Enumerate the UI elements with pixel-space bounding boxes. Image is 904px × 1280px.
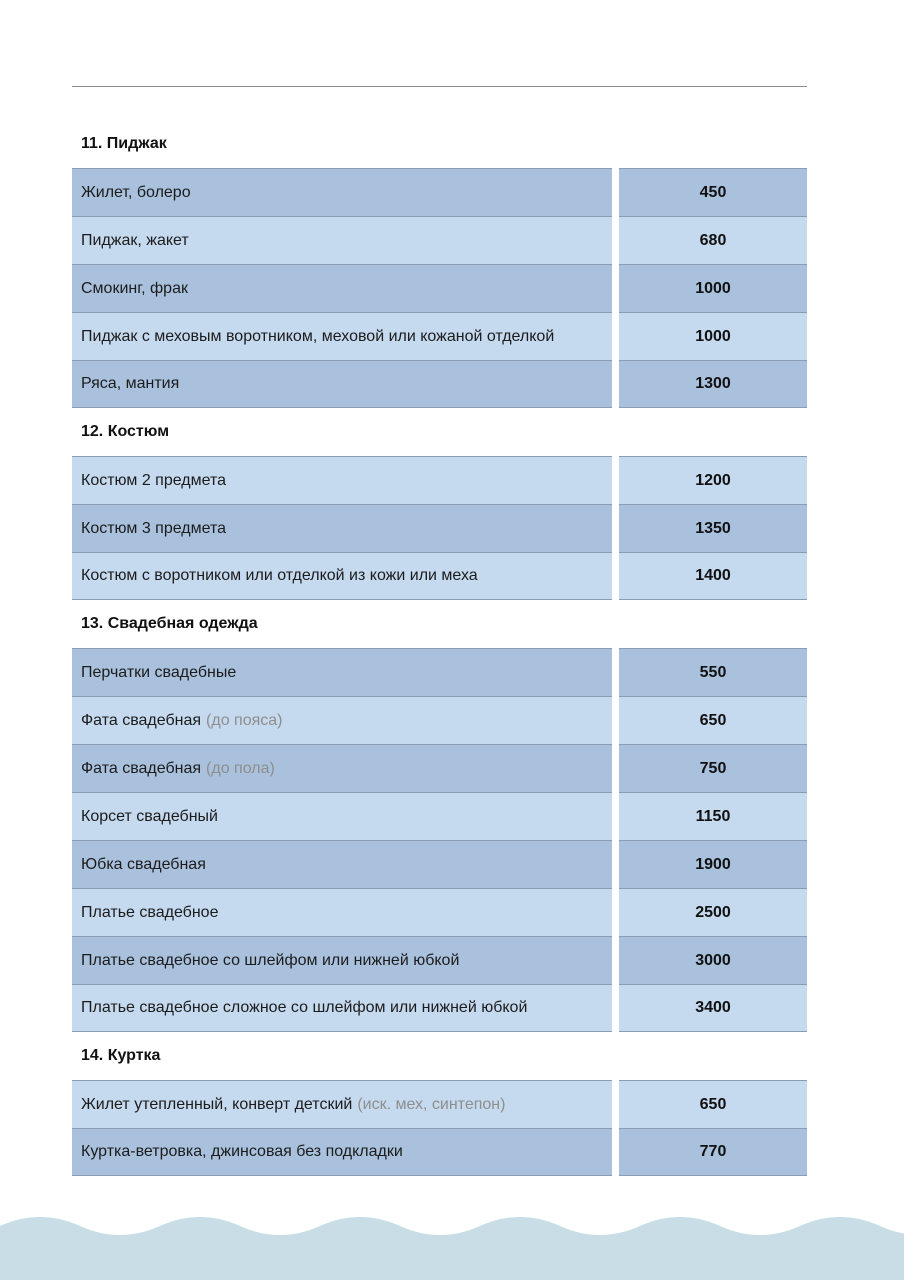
- item-price: 650: [619, 696, 807, 744]
- item-price: 2500: [619, 888, 807, 936]
- item-price: 750: [619, 744, 807, 792]
- top-divider: [72, 86, 807, 87]
- item-name: Жилет, болеро: [72, 168, 612, 216]
- item-name: Костюм 3 предмета: [72, 504, 612, 552]
- table-row: [72, 168, 807, 216]
- item-price: 770: [619, 1128, 807, 1176]
- section-title: 11. Пиджак: [81, 135, 167, 152]
- item-name: Костюм 2 предмета: [72, 456, 612, 504]
- table-row: [72, 648, 807, 696]
- table-row: [72, 888, 807, 936]
- section-title: 13. Свадебная одежда: [81, 615, 258, 632]
- table-row: [72, 696, 807, 744]
- table-row: [72, 216, 807, 264]
- section-title: 12. Костюм: [81, 423, 170, 440]
- table-row: [72, 984, 807, 1032]
- wave-shape: [0, 1217, 904, 1280]
- table-row: [72, 840, 807, 888]
- item-price: 650: [619, 1080, 807, 1128]
- item-price: 1000: [619, 312, 807, 360]
- item-name: Пиджак, жакет: [72, 216, 612, 264]
- table-row: [72, 360, 807, 408]
- item-price: 1300: [619, 360, 807, 408]
- item-price: 1000: [619, 264, 807, 312]
- item-price: 1900: [619, 840, 807, 888]
- item-name: Платье свадебное сложное со шлейфом или нижней юбкой: [72, 984, 612, 1032]
- item-note: (иск. мех, синтепон): [357, 1095, 506, 1113]
- item-note: (до пояса): [206, 711, 283, 729]
- item-name: Фата свадебная (до пола): [72, 744, 612, 792]
- item-name: Платье свадебное: [72, 888, 612, 936]
- item-price: 1150: [619, 792, 807, 840]
- item-name: Платье свадебное со шлейфом или нижней юбкой: [72, 936, 612, 984]
- item-price: 1350: [619, 504, 807, 552]
- table-row: [72, 456, 807, 504]
- item-price: 450: [619, 168, 807, 216]
- item-name: Ряса, мантия: [72, 360, 612, 408]
- item-name: Фата свадебная (до пояса): [72, 696, 612, 744]
- item-name: Куртка-ветровка, джинсовая без подкладки: [72, 1128, 612, 1176]
- table-row: [72, 552, 807, 600]
- item-price: 680: [619, 216, 807, 264]
- table-row: [72, 1080, 807, 1128]
- item-price: 3000: [619, 936, 807, 984]
- item-price: 1400: [619, 552, 807, 600]
- table-row: [72, 504, 807, 552]
- item-name: Пиджак с меховым воротником, меховой или кожаной отделкой: [72, 312, 612, 360]
- item-name: Костюм с воротником или отделкой из кожи или меха: [72, 552, 612, 600]
- item-note: (до пола): [206, 759, 275, 777]
- item-price: 550: [619, 648, 807, 696]
- item-name: Смокинг, фрак: [72, 264, 612, 312]
- item-price: 1200: [619, 456, 807, 504]
- table-row: [72, 264, 807, 312]
- price-list: [72, 120, 807, 1176]
- section-title: 14. Куртка: [81, 1047, 161, 1064]
- item-price: 3400: [619, 984, 807, 1032]
- table-row: [72, 792, 807, 840]
- table-row: [72, 936, 807, 984]
- item-name: Корсет свадебный: [72, 792, 612, 840]
- wave-decoration: [0, 1200, 904, 1280]
- table-row: [72, 312, 807, 360]
- table-row: [72, 1128, 807, 1176]
- item-name: Юбка свадебная: [72, 840, 612, 888]
- table-row: [72, 744, 807, 792]
- item-name: Жилет утепленный, конверт детский (иск. мех, синтепон): [72, 1080, 612, 1128]
- item-name: Перчатки свадебные: [72, 648, 612, 696]
